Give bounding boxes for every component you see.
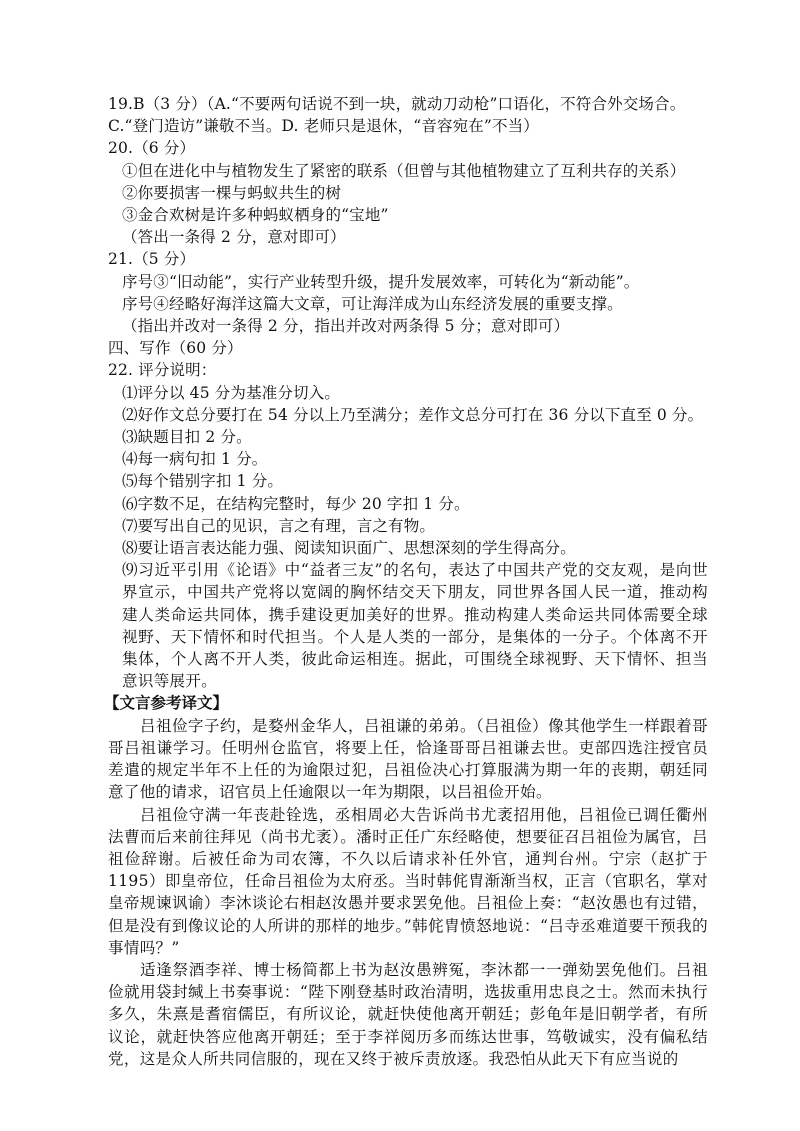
q22-rule-1: ⑴评分以 45 分为基准分切入。: [122, 383, 340, 402]
q19-answer-line-2: C.“登门造访”谦敬不当。D. 老师只是退休，“音容宛在”不当）: [108, 117, 539, 136]
q22-rule-8: ⑻要让语言表达能力强、阅读知识面广、思想深刻的学生得高分。: [122, 539, 576, 558]
q22-rule-6: ⑹字数不足，在结构完整时，每少 20 字扣 1 分。: [122, 494, 470, 513]
translation-title: 【文言参考译文】: [104, 693, 229, 713]
q22-rule-4: ⑷每一病句扣 1 分。: [122, 450, 268, 469]
q21-header: 21.（5 分）: [108, 250, 196, 269]
q20-answer-item-2: ②你要损害一棵与蚂蚁共生的树: [122, 183, 342, 202]
q22-rule-3: ⑶缺题目扣 2 分。: [122, 428, 252, 447]
q20-scoring-note: （答出一条得 2 分，意对即可）: [122, 228, 346, 247]
q22-header: 22. 评分说明：: [108, 361, 217, 380]
q20-header: 20.（6 分）: [108, 139, 196, 158]
q22-rule-2: ⑵好作文总分要打在 54 分以上乃至满分；差作文总分可打在 36 分以下直至 0 分。: [122, 405, 704, 424]
q22-rule-5: ⑸每个错别字扣 1 分。: [122, 472, 284, 491]
q22-rule-7: ⑺要写出自己的见识，言之有理，言之有物。: [122, 516, 436, 535]
translation-paragraph-3: 适逢祭酒李祥、博士杨简都上书为赵汝愚辨冤，李沐都一一弹劾罢免他们。吕祖俭就用袋封缄上书奏事说：“陛下刚登基时政治清明，选拔重用忠良之士。然而未执行多久，朱熹是耆宿儒臣，有所议论，就赶快使他离开朝廷；彭龟年是旧朝学者，有所议论，就赶快答应他离开朝廷；至于李祥阅历多而练达世事，笃敬诚实，没有偏私结党，这是众人所共同信服的，现在又终于被斥责放逐。我恐怕从此天下有应当说的: [108, 960, 708, 1068]
translation-paragraph-1: 吕祖俭字子约，是婺州金华人，吕祖谦的弟弟。（吕祖俭）像其他学生一样跟着哥哥吕祖谦学习。任明州仓监官，将要上任，恰逢哥哥吕祖谦去世。吏部四选注授官员差遣的规定半年不上任的为逾限过犯，吕祖俭决心打算服满为期一年的丧期，朝廷同意了他的请求，诏官员上任逾限以一年为期限，以吕祖俭开始。: [108, 716, 708, 802]
q20-answer-item-1: ①但在进化中与植物发生了紧密的联系（但曾与其他植物建立了互利共存的关系）: [122, 161, 686, 180]
q21-answer-item-2: 序号④经略好海洋这篇大文章，可让海洋成为山东经济发展的重要支撑。: [122, 294, 623, 313]
q21-answer-item-1: 序号③“旧动能”，实行产业转型升级，提升发展效率，可转化为“新动能”。: [122, 272, 640, 291]
section-writing-title: 四、写作（60 分）: [108, 339, 243, 358]
q19-answer-line-1: 19.B（3 分）（A.“不要两句话说不到一块，就动刀动枪”口语化，不符合外交场合。: [108, 95, 686, 113]
translation-paragraph-2: 吕祖俭守满一年丧赴铨选，丞相周必大告诉尚书尤袤招用他，吕祖俭已调任衢州法曹而后来前往拜见（尚书尤袤）。潘时正任广东经略使，想要征召吕祖俭为属官，吕祖俭辞谢。后被任命为司农簿，不久以后请求补任外官，通判台州。宁宗（赵扩于 1195）即皇帝位，任命吕祖俭为太府丞。当时韩侂胄渐渐当权，正言（官职名，掌对皇帝规谏讽谕）李沐谈论右相赵汝愚并要求罢免他。吕祖俭上奏：“赵汝愚也有过错，但是没有到像议论的人所讲的那样的地步。”韩侂胄愤怒地说：“吕寺丞难道要干预我的事情吗？”: [108, 805, 708, 957]
q20-answer-item-3: ③金合欢树是许多种蚂蚁栖身的“宝地”: [122, 206, 389, 225]
q22-rule-9: ⑼习近平引用《论语》中“益者三友”的名句，表达了中国共产党的交友观，是向世界宣示，中国共产党将以宽阔的胸怀结交天下朋友，同世界各国人民一道，推动构建人类命运共同体，携手建设更加美好的世界。推动构建人类命运共同体需要全球视野、天下情怀和时代担当。个人是人类的一部分，是集体的一分子。个体离不开集体，个人离不开人类，彼此命运相连。据此，可围绕全球视野、天下情怀、担当意识等展开。: [122, 561, 708, 691]
q21-scoring-note: （指出并改对一条得 2 分，指出并改对两条得 5 分；意对即可）: [122, 317, 570, 336]
